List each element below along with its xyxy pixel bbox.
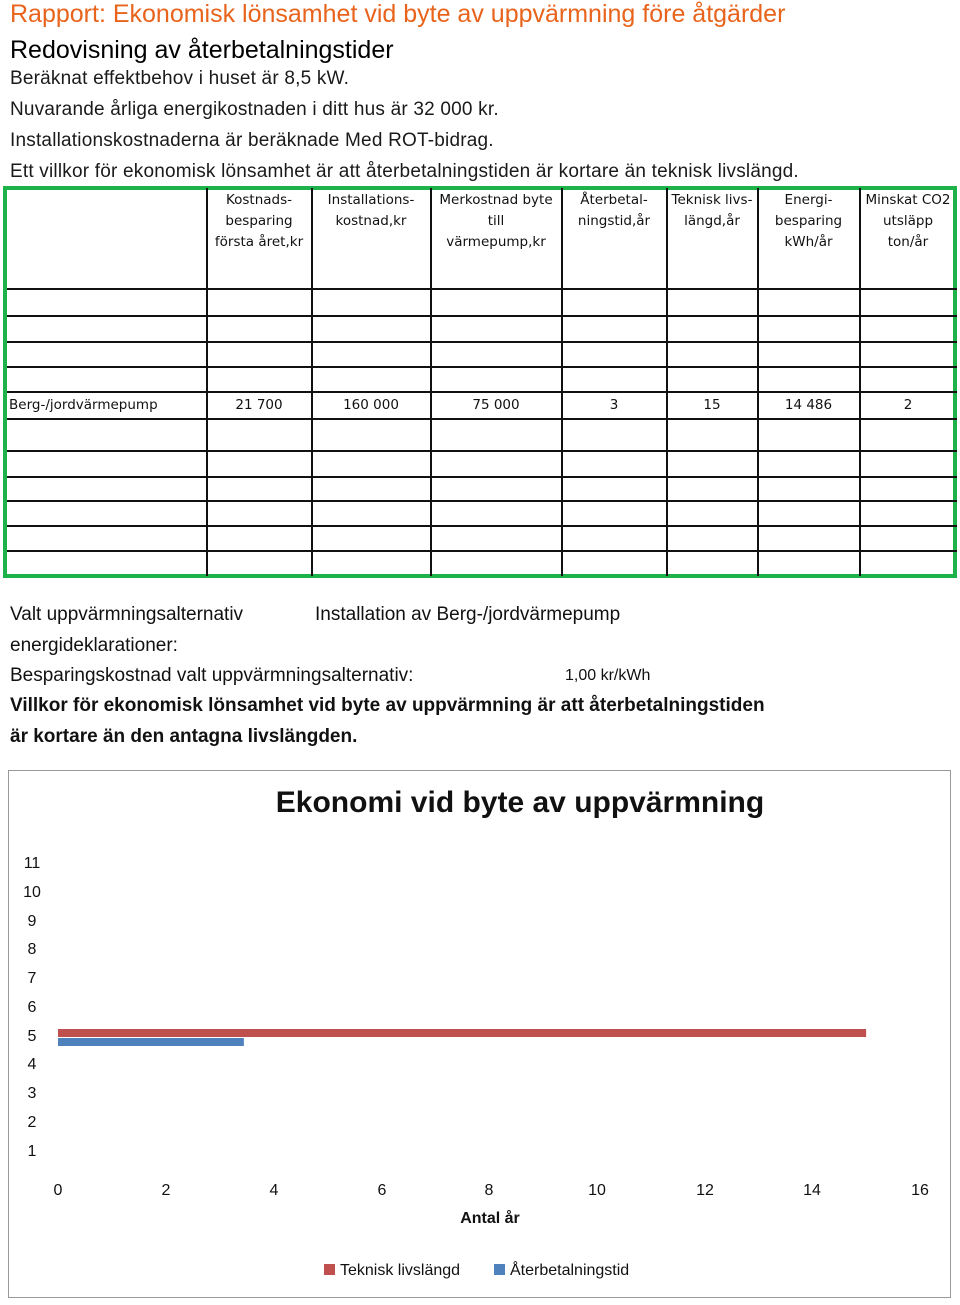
chart-title: Ekonomi vid byte av uppvärmning [275,786,765,819]
y-tick-label: 11 [23,855,41,872]
legend-swatch-payback-time [494,1264,505,1275]
x-tick-label: 10 [588,1182,606,1199]
report-title: Rapport: Ekonomisk lönsamhet vid byte av uppvärmning före åtgärder [10,0,786,28]
table-row-name: Berg-/jordvärmepump [9,397,158,413]
table-cell-energy-saving: 14 486 [784,397,833,413]
table-cell-co2-reduction: 2 [903,397,913,413]
info-line-effect: Beräknat effektbehov i huset är 8,5 kW. [10,68,350,89]
saving-cost-value: 1,00 kr/kWh [565,667,651,684]
y-tick-label: 2 [27,1114,37,1131]
table-cell-cost-saving: 21 700 [235,397,283,413]
selected-alternative-label: Valt uppvärmningsalternativ [10,604,244,625]
saving-cost-label: Besparingskostnad valt uppvärmningsalternativ: [10,665,414,686]
selected-alternative-value: Installation av Berg-/jordvärmepump [315,604,621,625]
report-subtitle: Redovisning av återbetalningstider [10,36,394,64]
info-line-energy-cost: Nuvarande årliga energikostnaden i ditt hus är 32 000 kr. [10,99,499,120]
y-tick-label: 5 [27,1028,37,1045]
column-header-payback-time: Återbetal- ningstid,år [577,192,651,229]
table-cell-payback-time: 3 [609,397,619,413]
column-header-energy-saving: Energi- besparing kWh/år [774,192,843,250]
info-line-condition: Ett villkor för ekonomisk lönsamhet är att återbetalningstiden är kortare än teknisk livslängd. [10,161,799,182]
legend-label-technical-lifetime: Teknisk livslängd [340,1262,461,1279]
y-tick-label: 6 [27,999,37,1016]
y-tick-label: 1 [27,1143,37,1160]
x-tick-label: 8 [484,1182,494,1199]
x-tick-label: 6 [377,1182,387,1199]
info-line-install-cost: Installationskostnaderna är beräknade Med ROT-bidrag. [10,130,494,151]
x-tick-label: 0 [53,1182,63,1199]
y-tick-label: 4 [27,1056,37,1073]
legend-swatch-technical-lifetime [324,1264,335,1275]
y-tick-label: 8 [27,941,37,958]
y-tick-label: 9 [27,913,37,930]
column-header-installation-cost: Installations- kostnad,kr [327,192,415,229]
column-header-technical-lifetime: Teknisk livs- längd,år [671,192,753,229]
bar-payback-time [58,1038,244,1046]
x-tick-label: 14 [803,1182,821,1199]
energy-declarations-label: energideklarationer: [10,635,178,656]
legend-item-technical-lifetime [324,1262,460,1280]
bar-technical-lifetime [58,1029,866,1037]
condition-text-line1: Villkor för ekonomisk lönsamhet vid byte av uppvärmning är att återbetalningstiden [10,695,765,716]
column-header-extra-cost: Merkostnad byte till värmepump,kr [439,192,553,250]
column-header-cost-saving: Kostnads- besparing första året,kr [214,192,304,250]
table-cell-installation-cost: 160 000 [343,397,399,413]
legend-label-payback-time: Återbetalningstid [510,1262,630,1279]
condition-text-line2: är kortare än den antagna livslängden. [10,726,358,747]
table-cell-extra-cost: 75 000 [472,397,520,413]
column-header-co2-reduction: Minskat CO2 utsläpp ton/år [865,192,951,250]
y-tick-label: 7 [27,970,37,987]
table-cell-technical-lifetime: 15 [703,397,721,413]
x-tick-label: 4 [269,1182,279,1199]
x-tick-label: 2 [161,1182,171,1199]
y-tick-label: 10 [23,884,41,901]
x-axis-label: Antal år [460,1210,520,1227]
y-tick-label: 3 [27,1085,37,1102]
x-tick-label: 16 [911,1182,929,1199]
x-tick-label: 12 [696,1182,714,1199]
legend-item-payback-time [494,1262,629,1280]
